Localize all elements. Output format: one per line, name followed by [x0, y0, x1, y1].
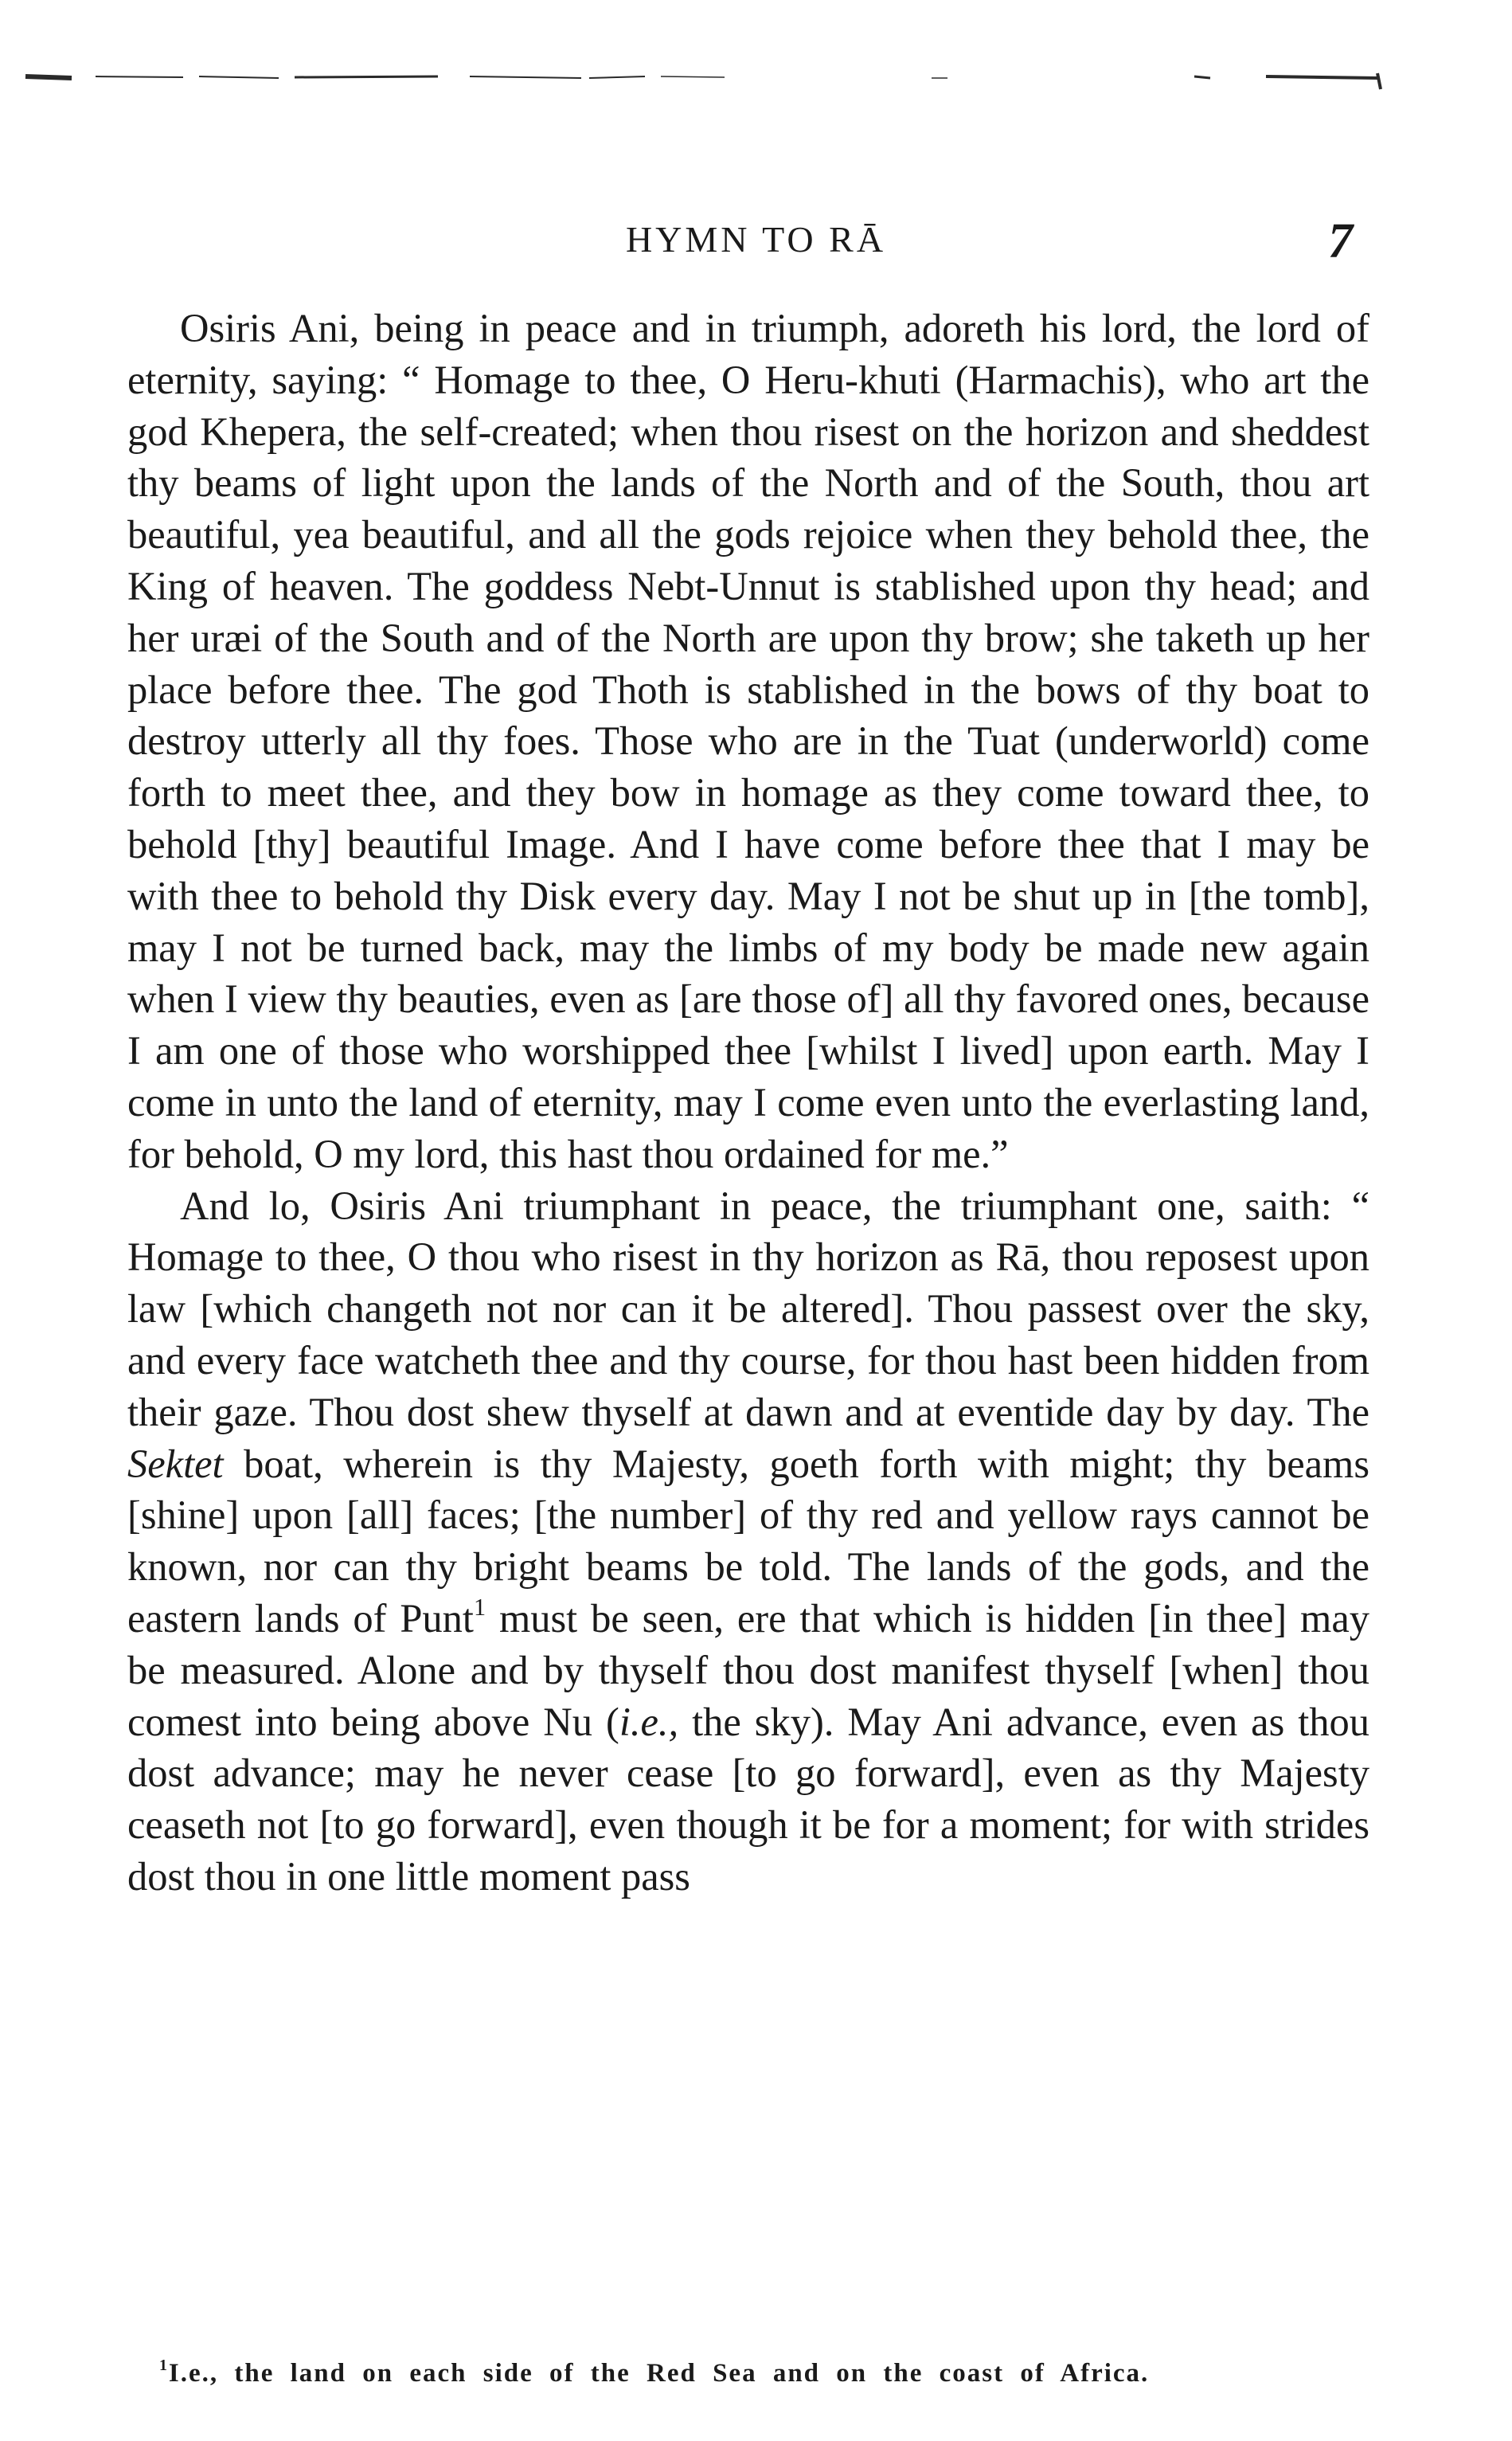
body-text: [127, 303, 1369, 1903]
paragraph: [127, 303, 1369, 1180]
paragraph-text: And lo, Osiris Ani triumphant in peace, the triumphant one, saith: “ Homage to thee, O thou who risest in thy horizon as Rā, thou reposest upon law [which changeth not nor can it be altered]. Thou passest over the sky, and every face watcheth thee and thy course, for thou hast been hidden from their gaze. Thou dost shew thyself at dawn and at eventide day by day. The: [127, 1183, 1369, 1434]
footnote: [159, 2359, 1354, 2388]
italic-text: Sektet: [127, 1441, 224, 1486]
page-header: [0, 213, 1512, 269]
paragraph: [127, 1180, 1369, 1903]
running-head: HYMN TO RĀ: [625, 219, 887, 260]
paragraph-text: must be seen, ere that which is hidden [in thee] may be measured. Alone and by thyself thou dost manifest thyself [when] thou comest into being above Nu (: [127, 1595, 1369, 1744]
footnote-text: I.e., the land on each side of the Red Sea and on the coast of Africa.: [168, 2359, 1150, 2388]
paragraph-text: the sky). May Ani advance, even as thou dost advance; may he never cease [to go forward], even as thy Majesty ceaseth not [to go forward], even though it be for a moment; for with strides dost thou in one little moment pass: [127, 1699, 1369, 1899]
scan-artifact-rule: [24, 68, 1425, 92]
paragraph-text: Osiris Ani, being in peace and in triumph, adoreth his lord, the lord of eternity, saying: “ Homage to thee, O Heru-khuti (Harmachis), who art the god Khepera, the self-created; when thou risest on the horizon and sheddest thy beams of light upon the lands of the North and of the South, thou art beautiful, yea beautiful, and all the gods rejoice when they behold thee, the King of heaven. The goddess Nebt-Unnut is stablished upon thy head; and her uræi of the South and of the North are upon thy brow; she taketh up her place before thee. The god Thoth is stablished in the bows of thy boat to destroy utterly all thy foes. Those who are in the Tuat (underworld) come forth to meet thee, and they bow in homage as they come toward thee, to behold [thy] beautiful Image. And I have come before thee that I may be with thee to behold thy Disk every day. May I not be shut up in [the tomb], may I not be turned back, may the limbs of my body be made new again when I view thy beauties, even as [are those of] all thy favored ones, because I am one of those who worshipped thee [whilst I lived] upon earth. May I come in unto the land of eternity, may I come even unto the everlasting land, for behold, O my lord, this hast thou ordained for me.”: [127, 306, 1369, 1176]
footnote-reference: 1: [473, 1593, 486, 1621]
paragraph-text: boat, wherein is thy Majesty, goeth forth with might; thy beams [shine] upon [all] faces; [the number] of thy red and yellow rays cannot be known, nor can thy bright beams be told. The lands of the gods, and the eastern lands of Punt: [127, 1441, 1369, 1641]
italic-text: i.e.,: [619, 1699, 679, 1744]
footnote-marker: 1: [159, 2357, 169, 2375]
page-number: 7: [1328, 214, 1353, 268]
